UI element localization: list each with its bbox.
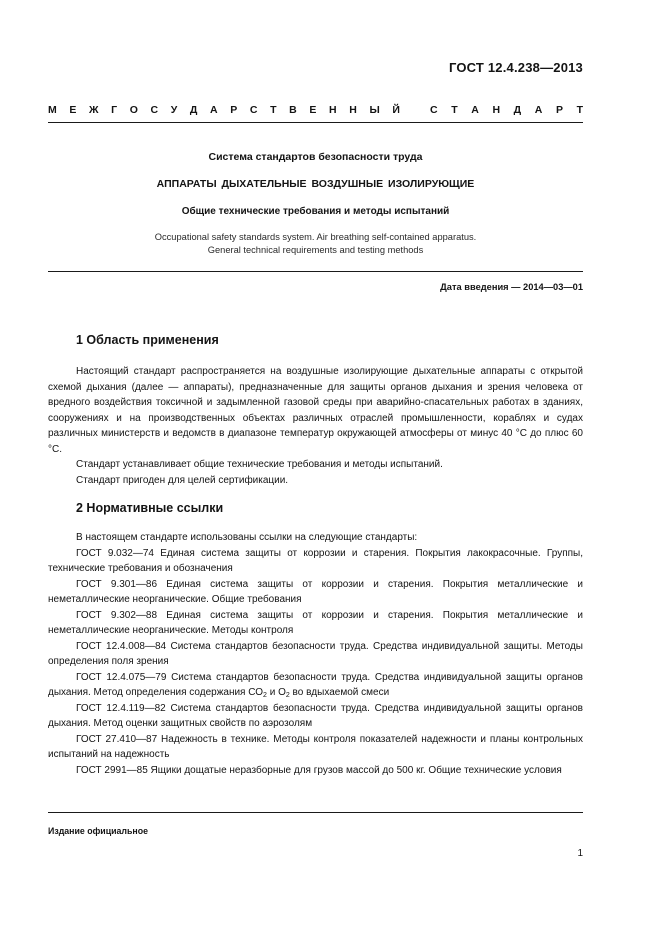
introduction-date: Дата введения — 2014—03—01	[440, 282, 583, 292]
section-1-paragraph: Стандарт устанавливает общие технические требования и методы испытаний.	[76, 459, 443, 470]
reference-text: ГОСТ 12.4.075—79 Система стандартов безопасности труда. Средства индивидуальной защиты органов дыхания. Метод определения содержания СО	[48, 671, 583, 698]
banner-letter: Н	[329, 104, 337, 116]
banner-letter: С	[430, 104, 438, 116]
banner-letter: Е	[69, 104, 77, 116]
title-divider	[48, 271, 583, 272]
reference-item: ГОСТ 2991—85 Ящики дощатые неразборные для грузов массой до 500 кг. Общие технические условия	[76, 764, 562, 776]
section-1-paragraph: Настоящий стандарт распространяется на воздушные изолирующие дыхательные аппараты с открытой схемой дыхания (далее — аппараты), предназначенные для защиты органов дыхания и зрения человека от вредного воздействия токсичной и задымленной газовой среды при аварийно-спасательных работах в зданиях, сооружениях и на производственных объектах различных отраслей промышленности, кораблях и судах различных министерств и ведомств в диапазоне температур окружающей атмосферы от минус 40 °С до плюс 60 °С.	[48, 366, 583, 455]
reference-item: ГОСТ 12.4.008—84 Система стандартов безопасности труда. Средства индивидуальной защиты. Методы определения поля зрения	[48, 640, 583, 667]
banner-letter: Г	[111, 104, 118, 116]
reference-item: ГОСТ 27.410—87 Надежность в технике. Методы контроля показателей надежности и планы контрольных испытаний на надежность	[48, 733, 583, 760]
banner-letter: Н	[349, 104, 357, 116]
reference-text: и O	[266, 687, 286, 698]
banner-letter: Ы	[369, 104, 380, 116]
banner-letter: Т	[451, 104, 458, 116]
reference-item: ГОСТ 12.4.119—82 Система стандартов безопасности труда. Средства индивидуальной защиты органов дыхания. Метод оценки защитных свойств по аэрозолям	[48, 702, 583, 729]
banner-letter: С	[150, 104, 159, 116]
english-title	[48, 231, 583, 257]
page-number: 1	[577, 848, 583, 859]
section-2-heading: 2 Нормативные ссылки	[76, 501, 224, 515]
sub-title: Общие технические требования и методы испытаний	[181, 206, 450, 217]
banner-letter: Й	[392, 104, 400, 116]
banner-letter: Д	[513, 104, 522, 116]
references-intro: В настоящем стандарте использованы ссылки на следующие стандарты:	[76, 532, 418, 543]
banner-letter: Д	[189, 104, 198, 116]
banner-letter: Т	[270, 104, 277, 116]
interstate-standard-banner	[48, 104, 583, 116]
reference-item: ГОСТ 9.302—88 Единая система защиты от коррозии и старения. Покрытия металлические и неметаллические неорганические. Методы контроля	[48, 609, 583, 636]
banner-letter: В	[289, 104, 297, 116]
banner-letter: С	[249, 104, 258, 116]
banner-word-standard	[430, 104, 583, 116]
section-2-body	[48, 530, 583, 778]
subscript: 2	[263, 692, 267, 699]
reference-item	[48, 670, 583, 701]
banner-letter: Т	[576, 104, 583, 116]
banner-letter: Ж	[89, 104, 99, 116]
banner-letter: А	[534, 104, 543, 116]
banner-letter: А	[210, 104, 218, 116]
reference-item: ГОСТ 9.032—74 Единая система защиты от коррозии и старения. Покрытия лакокрасочные. Группы, технические требования и обозначения	[48, 547, 583, 574]
section-1-paragraph: Стандарт пригоден для целей сертификации.	[76, 474, 289, 486]
standard-code: ГОСТ 12.4.238—2013	[448, 60, 583, 75]
banner-letter: М	[48, 104, 57, 116]
system-title: Система стандартов безопасности труда	[208, 151, 423, 163]
english-title-line-2: General technical requirements and testing methods	[207, 245, 424, 255]
banner-letter: А	[471, 104, 479, 116]
banner-word-interstate	[48, 104, 400, 116]
banner-letter: Р	[555, 104, 563, 116]
official-edition-label: Издание официальное	[48, 826, 148, 836]
banner-letter: Р	[230, 104, 238, 116]
subscript: 2	[285, 692, 290, 699]
english-title-line-1: Occupational safety standards system. Air breathing self-contained apparatus.	[154, 232, 477, 242]
reference-text: во вдыхаемой смеси	[289, 687, 390, 698]
section-1-heading: 1 Область применения	[76, 333, 219, 347]
main-title: АППАРАТЫ ДЫХАТЕЛЬНЫЕ ВОЗДУШНЫЕ ИЗОЛИРУЮЩИЕ	[156, 178, 475, 190]
section-1-body	[48, 364, 583, 488]
banner-letter: У	[170, 104, 178, 116]
banner-letter: Е	[309, 104, 317, 116]
banner-letter: О	[129, 104, 138, 116]
footer-divider	[48, 812, 583, 813]
banner-letter: Н	[492, 104, 501, 116]
top-divider	[48, 122, 583, 123]
reference-item: ГОСТ 9.301—86 Единая система защиты от коррозии и старения. Покрытия металлические и неметаллические неорганические. Общие требования	[48, 578, 583, 605]
